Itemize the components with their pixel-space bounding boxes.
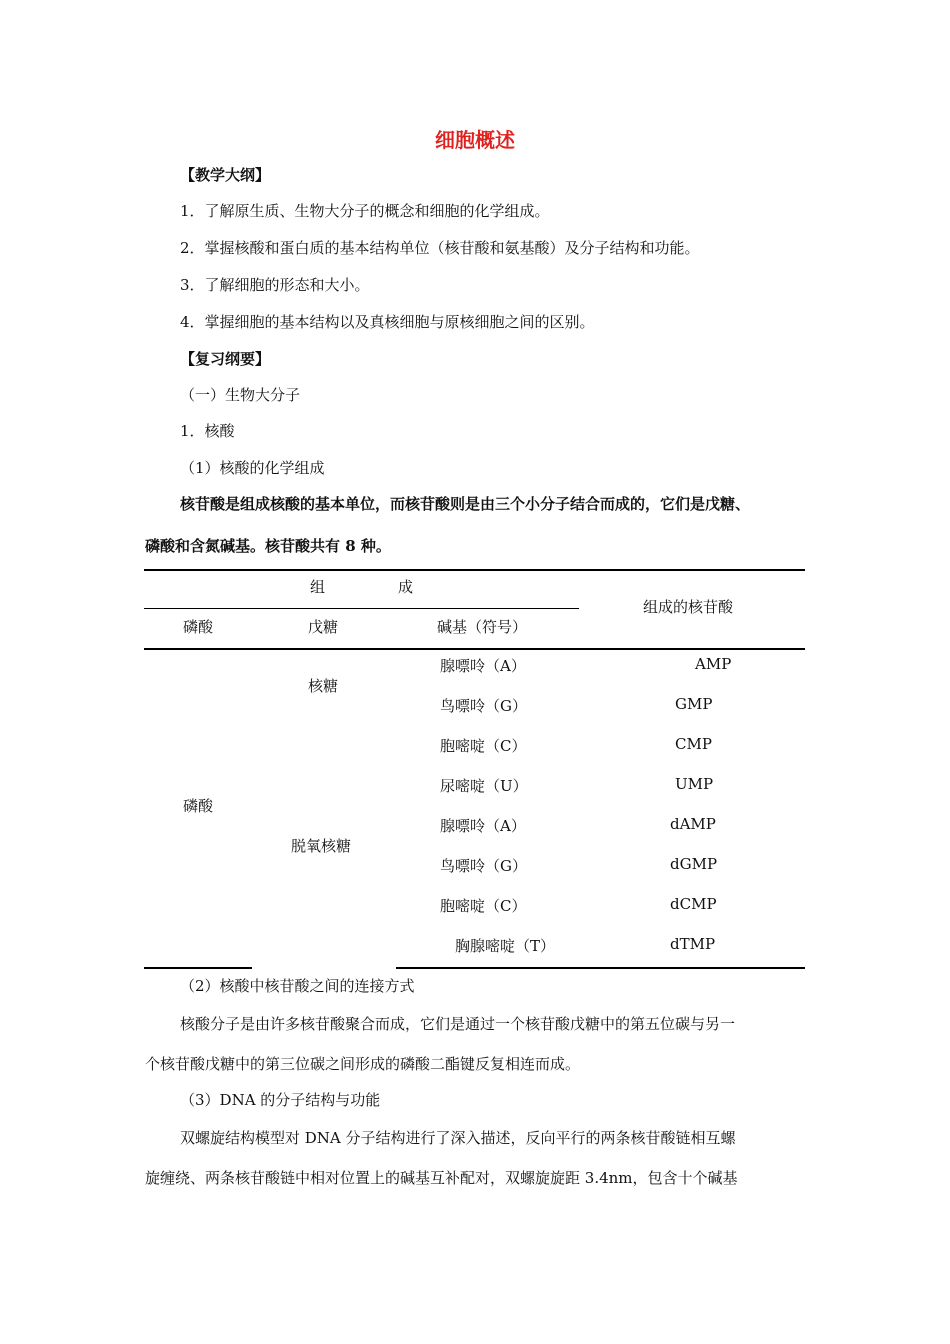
- table-bottom-rule-left: [144, 967, 252, 969]
- section-heading: （一）生物大分子: [180, 386, 301, 404]
- table-cell-nucleotide: dCMP: [670, 895, 717, 913]
- table-cell-nucleotide: dTMP: [670, 935, 716, 953]
- table-group-header-2: 成: [398, 578, 414, 596]
- table-cell-nucleotide: CMP: [675, 735, 712, 753]
- subsection-item-heading: （3）DNA 的分子结构与功能: [180, 1091, 381, 1109]
- table-cell-nucleotide: UMP: [675, 775, 714, 793]
- table-header-nucleotide: 组成的核苷酸: [643, 598, 734, 616]
- table-cell-nucleotide: dGMP: [670, 855, 718, 873]
- syllabus-item-2: 2．掌握核酸和蛋白质的基本结构单位（核苷酸和氨基酸）及分子结构和功能。: [180, 239, 700, 257]
- table-cell-phosphate: 磷酸: [183, 797, 214, 815]
- table-cell-base: 鸟嘌呤（G）: [440, 857, 527, 875]
- table-cell-ribose: 核糖: [308, 677, 339, 695]
- bold-paragraph-line-2: 磷酸和含氮碱基。核苷酸共有 8 种。: [145, 537, 391, 555]
- table-header-base: 碱基（符号）: [437, 618, 528, 636]
- paragraph-line: 核酸分子是由许多核苷酸聚合而成，它们是通过一个核苷酸戊糖中的第五位碳与另一: [180, 1015, 736, 1033]
- table-cell-nucleotide: AMP: [695, 655, 732, 673]
- table-cell-base: 尿嘧啶（U）: [440, 777, 528, 795]
- paragraph-line: 个核苷酸戊糖中的第三位碳之间形成的磷酸二酯键反复相连而成。: [145, 1055, 581, 1073]
- table-cell-base: 鸟嘌呤（G）: [440, 697, 527, 715]
- table-cell-base: 胸腺嘧啶（T）: [455, 937, 556, 955]
- table-top-rule: [144, 569, 805, 571]
- subsection-item-heading: （1）核酸的化学组成: [180, 459, 325, 477]
- syllabus-item-4: 4．掌握细胞的基本结构以及真核细胞与原核细胞之间的区别。: [180, 313, 595, 331]
- page-title: 细胞概述: [435, 128, 515, 152]
- table-cell-base: 腺嘌呤（A）: [440, 657, 526, 675]
- review-heading: 【复习纲要】: [180, 350, 271, 368]
- table-header-rule: [144, 648, 805, 650]
- syllabus-item-3: 3．了解细胞的形态和大小。: [180, 276, 370, 294]
- syllabus-heading: 【教学大纲】: [180, 166, 271, 184]
- table-cell-base: 胞嘧啶（C）: [440, 897, 527, 915]
- table-cell-deoxyribose: 脱氧核糖: [291, 837, 352, 855]
- table-cell-base: 胞嘧啶（C）: [440, 737, 527, 755]
- subsection-item-heading: （2）核酸中核苷酸之间的连接方式: [180, 977, 415, 995]
- subsection-heading: 1．核酸: [180, 422, 235, 440]
- paragraph-line: 旋缠绕、两条核苷酸链中相对位置上的碱基互补配对，双螺旋旋距 3.4nm，包含十个碱基: [145, 1169, 738, 1187]
- syllabus-item-1: 1．了解原生质、生物大分子的概念和细胞的化学组成。: [180, 202, 550, 220]
- table-header-phosphate: 磷酸: [183, 618, 214, 636]
- table-bottom-rule-right: [396, 967, 805, 969]
- table-group-header-1: 组: [310, 578, 326, 596]
- table-header-sugar: 戊糖: [308, 618, 339, 636]
- bold-paragraph-line-1: 核苷酸是组成核酸的基本单位，而核苷酸则是由三个小分子结合而成的，它们是戊糖、: [180, 495, 751, 513]
- table-cell-base: 腺嘌呤（A）: [440, 817, 526, 835]
- paragraph-line: 双螺旋结构模型对 DNA 分子结构进行了深入描述，反向平行的两条核苷酸链相互螺: [180, 1129, 736, 1147]
- table-cell-nucleotide: dAMP: [670, 815, 716, 833]
- table-group-rule: [144, 608, 579, 609]
- table-cell-nucleotide: GMP: [675, 695, 713, 713]
